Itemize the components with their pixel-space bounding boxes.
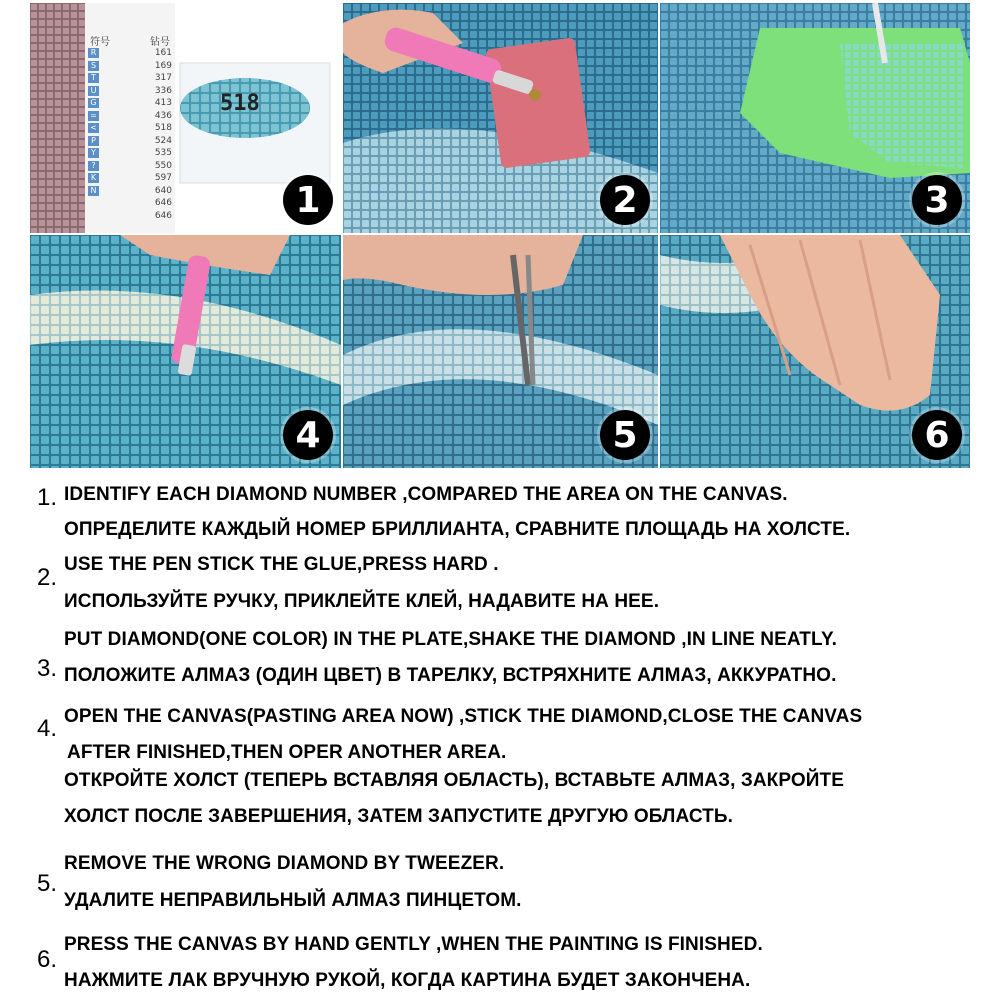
step-badge-4: 4 — [283, 410, 333, 460]
legend-code: 518 — [154, 123, 172, 134]
step-3-english: PUT DIAMOND(ONE COLOR) IN THE PLATE,SHAKE THE DIAMOND ,IN LINE NEATLY. — [64, 629, 837, 650]
legend-row — [88, 135, 172, 148]
step-badge-2: 2 — [600, 175, 650, 225]
step-5-english: REMOVE THE WRONG DIAMOND BY TWEEZER. — [64, 853, 505, 874]
legend-symbol: ? — [88, 161, 99, 171]
legend-row — [88, 47, 172, 60]
legend-symbol: S — [88, 61, 99, 71]
photo-step-5 — [343, 235, 658, 468]
legend-code: 550 — [154, 160, 172, 171]
legend-row — [88, 197, 172, 210]
legend-row — [88, 85, 172, 98]
legend-code: 524 — [154, 135, 172, 146]
legend-symbol: Y — [88, 148, 99, 158]
step-number-4: 4. — [37, 715, 58, 742]
legend-symbol — [88, 211, 99, 221]
legend-code: 336 — [154, 85, 172, 96]
step-5-russian: УДАЛИТЕ НЕПРАВИЛЬНЫЙ АЛМАЗ ПИНЦЕТОМ. — [64, 890, 522, 911]
step-number-2: 2. — [37, 564, 58, 591]
legend-symbol: T — [88, 73, 99, 83]
legend-sheet-header: 符号 钻号 — [90, 37, 170, 48]
legend-code: 436 — [154, 110, 172, 121]
legend-symbol — [88, 198, 99, 208]
step-2-english: USE THE PEN STICK THE GLUE,PRESS HARD . — [64, 554, 499, 575]
step-6-russian: НАЖМИТЕ ЛАК ВРУЧНУЮ РУКОЙ, КОГДА КАРТИНА БУДЕТ ЗАКОНЧЕНА. — [64, 970, 751, 991]
photo-step-2 — [343, 3, 658, 233]
legend-row — [88, 110, 172, 123]
legend-row — [88, 160, 172, 173]
diamond-bag-label: 518 — [220, 91, 260, 116]
legend-code: 317 — [154, 73, 172, 84]
legend-code: 535 — [154, 148, 172, 159]
step-3-russian: ПОЛОЖИТЕ АЛМАЗ (ОДИН ЦВЕТ) В ТАРЕЛКУ, ВСТРЯХНИТЕ АЛМАЗ, АККУРАТНО. — [64, 665, 837, 686]
legend-row — [88, 122, 172, 135]
step-badge-3: 3 — [912, 175, 962, 225]
legend-symbol: G — [88, 98, 99, 108]
legend-code: 640 — [154, 185, 172, 196]
instructions-list — [0, 470, 1000, 1000]
legend-symbol: < — [88, 123, 99, 133]
legend-sheet-rows — [88, 47, 172, 222]
step-2-russian: ИСПОЛЬЗУЙТЕ РУЧКУ, ПРИКЛЕЙТЕ КЛЕЙ, НАДАВИТЕ НА НЕЕ. — [64, 591, 660, 612]
legend-symbol: K — [88, 173, 99, 183]
legend-row — [88, 60, 172, 73]
step-number-1: 1. — [37, 484, 58, 511]
legend-code: 169 — [154, 60, 172, 71]
legend-symbol: U — [88, 86, 99, 96]
step-badge-1: 1 — [283, 175, 333, 225]
tutorial-photo-grid — [30, 3, 970, 468]
step-number-5: 5. — [37, 870, 58, 897]
step-badge-6: 6 — [912, 410, 962, 460]
legend-symbol: P — [88, 136, 99, 146]
legend-row — [88, 210, 172, 223]
step-4-english-line-2: AFTER FINISHED,THEN OPER ANOTHER AREA. — [67, 742, 507, 763]
legend-row — [88, 72, 172, 85]
step-1-russian: ОПРЕДЕЛИТЕ КАЖДЫЙ НОМЕР БРИЛЛИАНТА, СРАВНИТЕ ПЛОЩАДЬ НА ХОЛСТЕ. — [64, 519, 851, 540]
step-badge-5: 5 — [600, 410, 650, 460]
step-4-russian-line-1: ОТКРОЙТЕ ХОЛСТ (ТЕПЕРЬ ВСТАВЛЯЯ ОБЛАСТЬ), ВСТАВЬТЕ АЛМАЗ, ЗАКРОЙТЕ — [64, 770, 845, 791]
step-number-6: 6. — [37, 946, 58, 973]
legend-symbol: N — [88, 186, 99, 196]
legend-code: 597 — [154, 173, 172, 184]
photo-step-6 — [660, 235, 970, 468]
step-number-3: 3. — [37, 655, 58, 682]
step-1-english: IDENTIFY EACH DIAMOND NUMBER ,COMPARED THE AREA ON THE CANVAS. — [64, 484, 788, 505]
legend-symbol: R — [88, 48, 99, 58]
legend-row — [88, 147, 172, 160]
photo-step-3 — [660, 3, 970, 233]
step-4-russian-line-2: ХОЛСТ ПОСЛЕ ЗАВЕРШЕНИЯ, ЗАТЕМ ЗАПУСТИТЕ ДРУГУЮ ОБЛАСТЬ. — [64, 806, 734, 827]
legend-code: 161 — [154, 48, 172, 59]
legend-row — [88, 172, 172, 185]
legend-row — [88, 97, 172, 110]
step-4-english-line-1: OPEN THE CANVAS(PASTING AREA NOW) ,STICK THE DIAMOND,CLOSE THE CANVAS — [64, 706, 863, 727]
legend-symbol: = — [88, 111, 99, 121]
photo-step-1 — [30, 3, 341, 233]
legend-code: 413 — [154, 98, 172, 109]
legend-code: 646 — [154, 210, 172, 221]
legend-row — [88, 185, 172, 198]
legend-code: 646 — [154, 198, 172, 209]
photo-step-4 — [30, 235, 341, 468]
step-6-english: PRESS THE CANVAS BY HAND GENTLY ,WHEN THE PAINTING IS FINISHED. — [64, 934, 763, 955]
